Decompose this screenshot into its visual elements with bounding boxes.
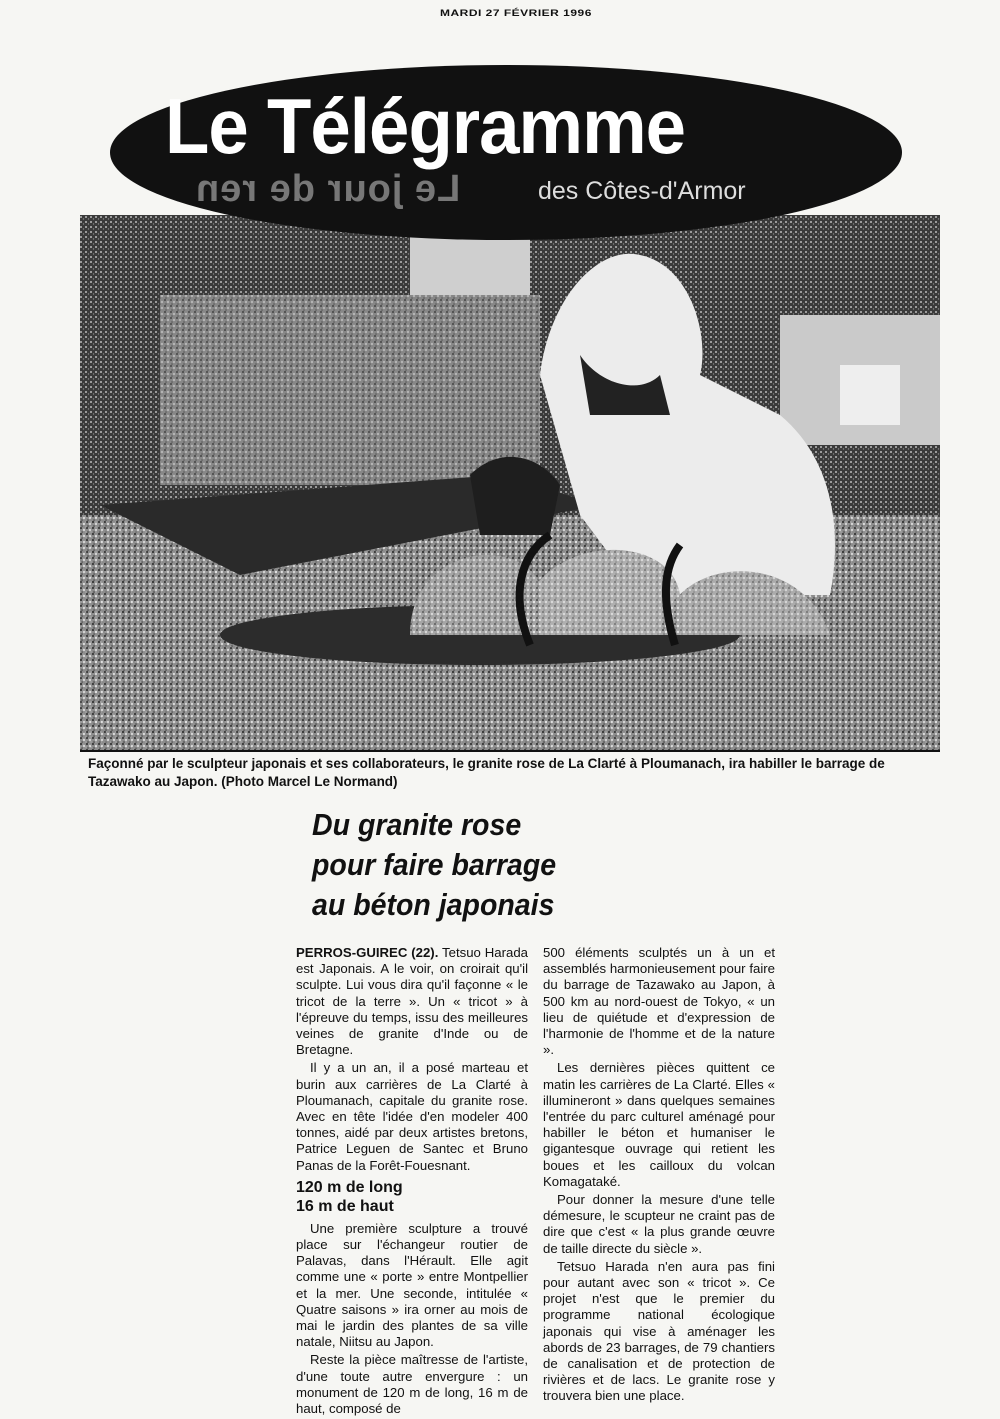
article-headline — [312, 805, 556, 925]
photo-caption: Façonné par le sculpteur japonais et ses collaborateurs, le granite rose de La Clarté à Ploumanach, ira habiller le barrage de Tazawako au Japon. (Photo Marcel Le Normand) — [88, 756, 885, 789]
issue-date: MARDI 27 FÉVRIER 1996 — [440, 7, 592, 19]
article-paragraph: Une première sculpture a trouvé place sur l'échangeur routier de Palavas, dans l'Hérault. Elle agit comme une « porte » entre Montpellier et la mer. Une seconde, intitulée « Quatre saisons » ira orner au mois de mai le jardin des plantes de sa ville natale, Niitsu au Japon. — [296, 1220, 528, 1350]
newspaper-title: Le Télégramme — [165, 82, 686, 170]
article-paragraph — [296, 945, 528, 1058]
article-column-2 — [543, 945, 775, 1407]
article-paragraph: Tetsuo Harada n'en aura pas fini pour autant avec son « tricot ». Ce projet n'est que le premier du programme national écologique japonais qui vise à aménager les abords de 23 barrages, de 79 chantiers de canalisation et de protection de rivières et de lacs. Le granite rose y trouvera bien une place. — [543, 1258, 775, 1404]
subhead-line-2: 16 m de haut — [296, 1197, 394, 1215]
article-column-1 — [296, 945, 528, 1419]
article-paragraph: Il y a un an, il a posé marteau et burin aux carrières de La Clarté à Ploumanach, capitale du granite rose. Avec en tête l'idée d'en modeler 400 tonnes, aidé par deux artistes bretons, Patrice Leguen de Santec et Bruno Panas de la Forêt-Fouesnant. — [296, 1060, 528, 1173]
paragraph-text: Tetsuo Harada est Japonais. A le voir, on croirait qu'il sculpte. Lui vous dira qu'il façonne « le tricot de la terre ». Un « tricot » à l'épreuve du temps, issu des meilleures veines de granite d'Inde ou de Bretagne. — [296, 945, 528, 1058]
edition-name: des Côtes-d'Armor — [538, 177, 746, 205]
article-subheading — [296, 1178, 528, 1216]
news-photo — [80, 215, 940, 752]
headline-line-3: au béton japonais — [312, 887, 555, 922]
article-paragraph: 500 éléments sculptés un à un et assemblés harmonieusement pour faire du barrage de Tazawako au Japon, à 500 km au nord-ouest de Tokyo, « un lieu de quiétude et d'expression de l'harmonie de l'homme et de la nature ». — [543, 945, 775, 1058]
newspaper-masthead — [110, 65, 902, 240]
subhead-line-1: 120 m de long — [296, 1178, 403, 1196]
headline-line-1: Du granite rose — [312, 807, 522, 842]
headline-line-2: pour faire barrage — [312, 847, 557, 882]
masthead-mirror-text: Le jour de ren — [195, 168, 461, 210]
article-paragraph: Pour donner la mesure d'une telle démesure, le scupteur ne craint pas de dire que c'est « la plus grande œuvre de taille directe du siècle ». — [543, 1192, 775, 1256]
dateline: PERROS-GUIREC (22). — [296, 945, 439, 960]
article-paragraph: Reste la pièce maîtresse de l'artiste, d'une toute autre envergure : un monument de 120 m de long, 16 m de haut, composé de — [296, 1352, 528, 1417]
article-paragraph: Les dernières pièces quittent ce matin les carrières de La Clarté. Elles « illumineront » dans quelques semaines l'entrée du parc culturel aménagé pour habiller le béton et humaniser le gigantesque ouvrage qui retient les boues et les cailloux du volcan Komagataké. — [543, 1060, 775, 1189]
